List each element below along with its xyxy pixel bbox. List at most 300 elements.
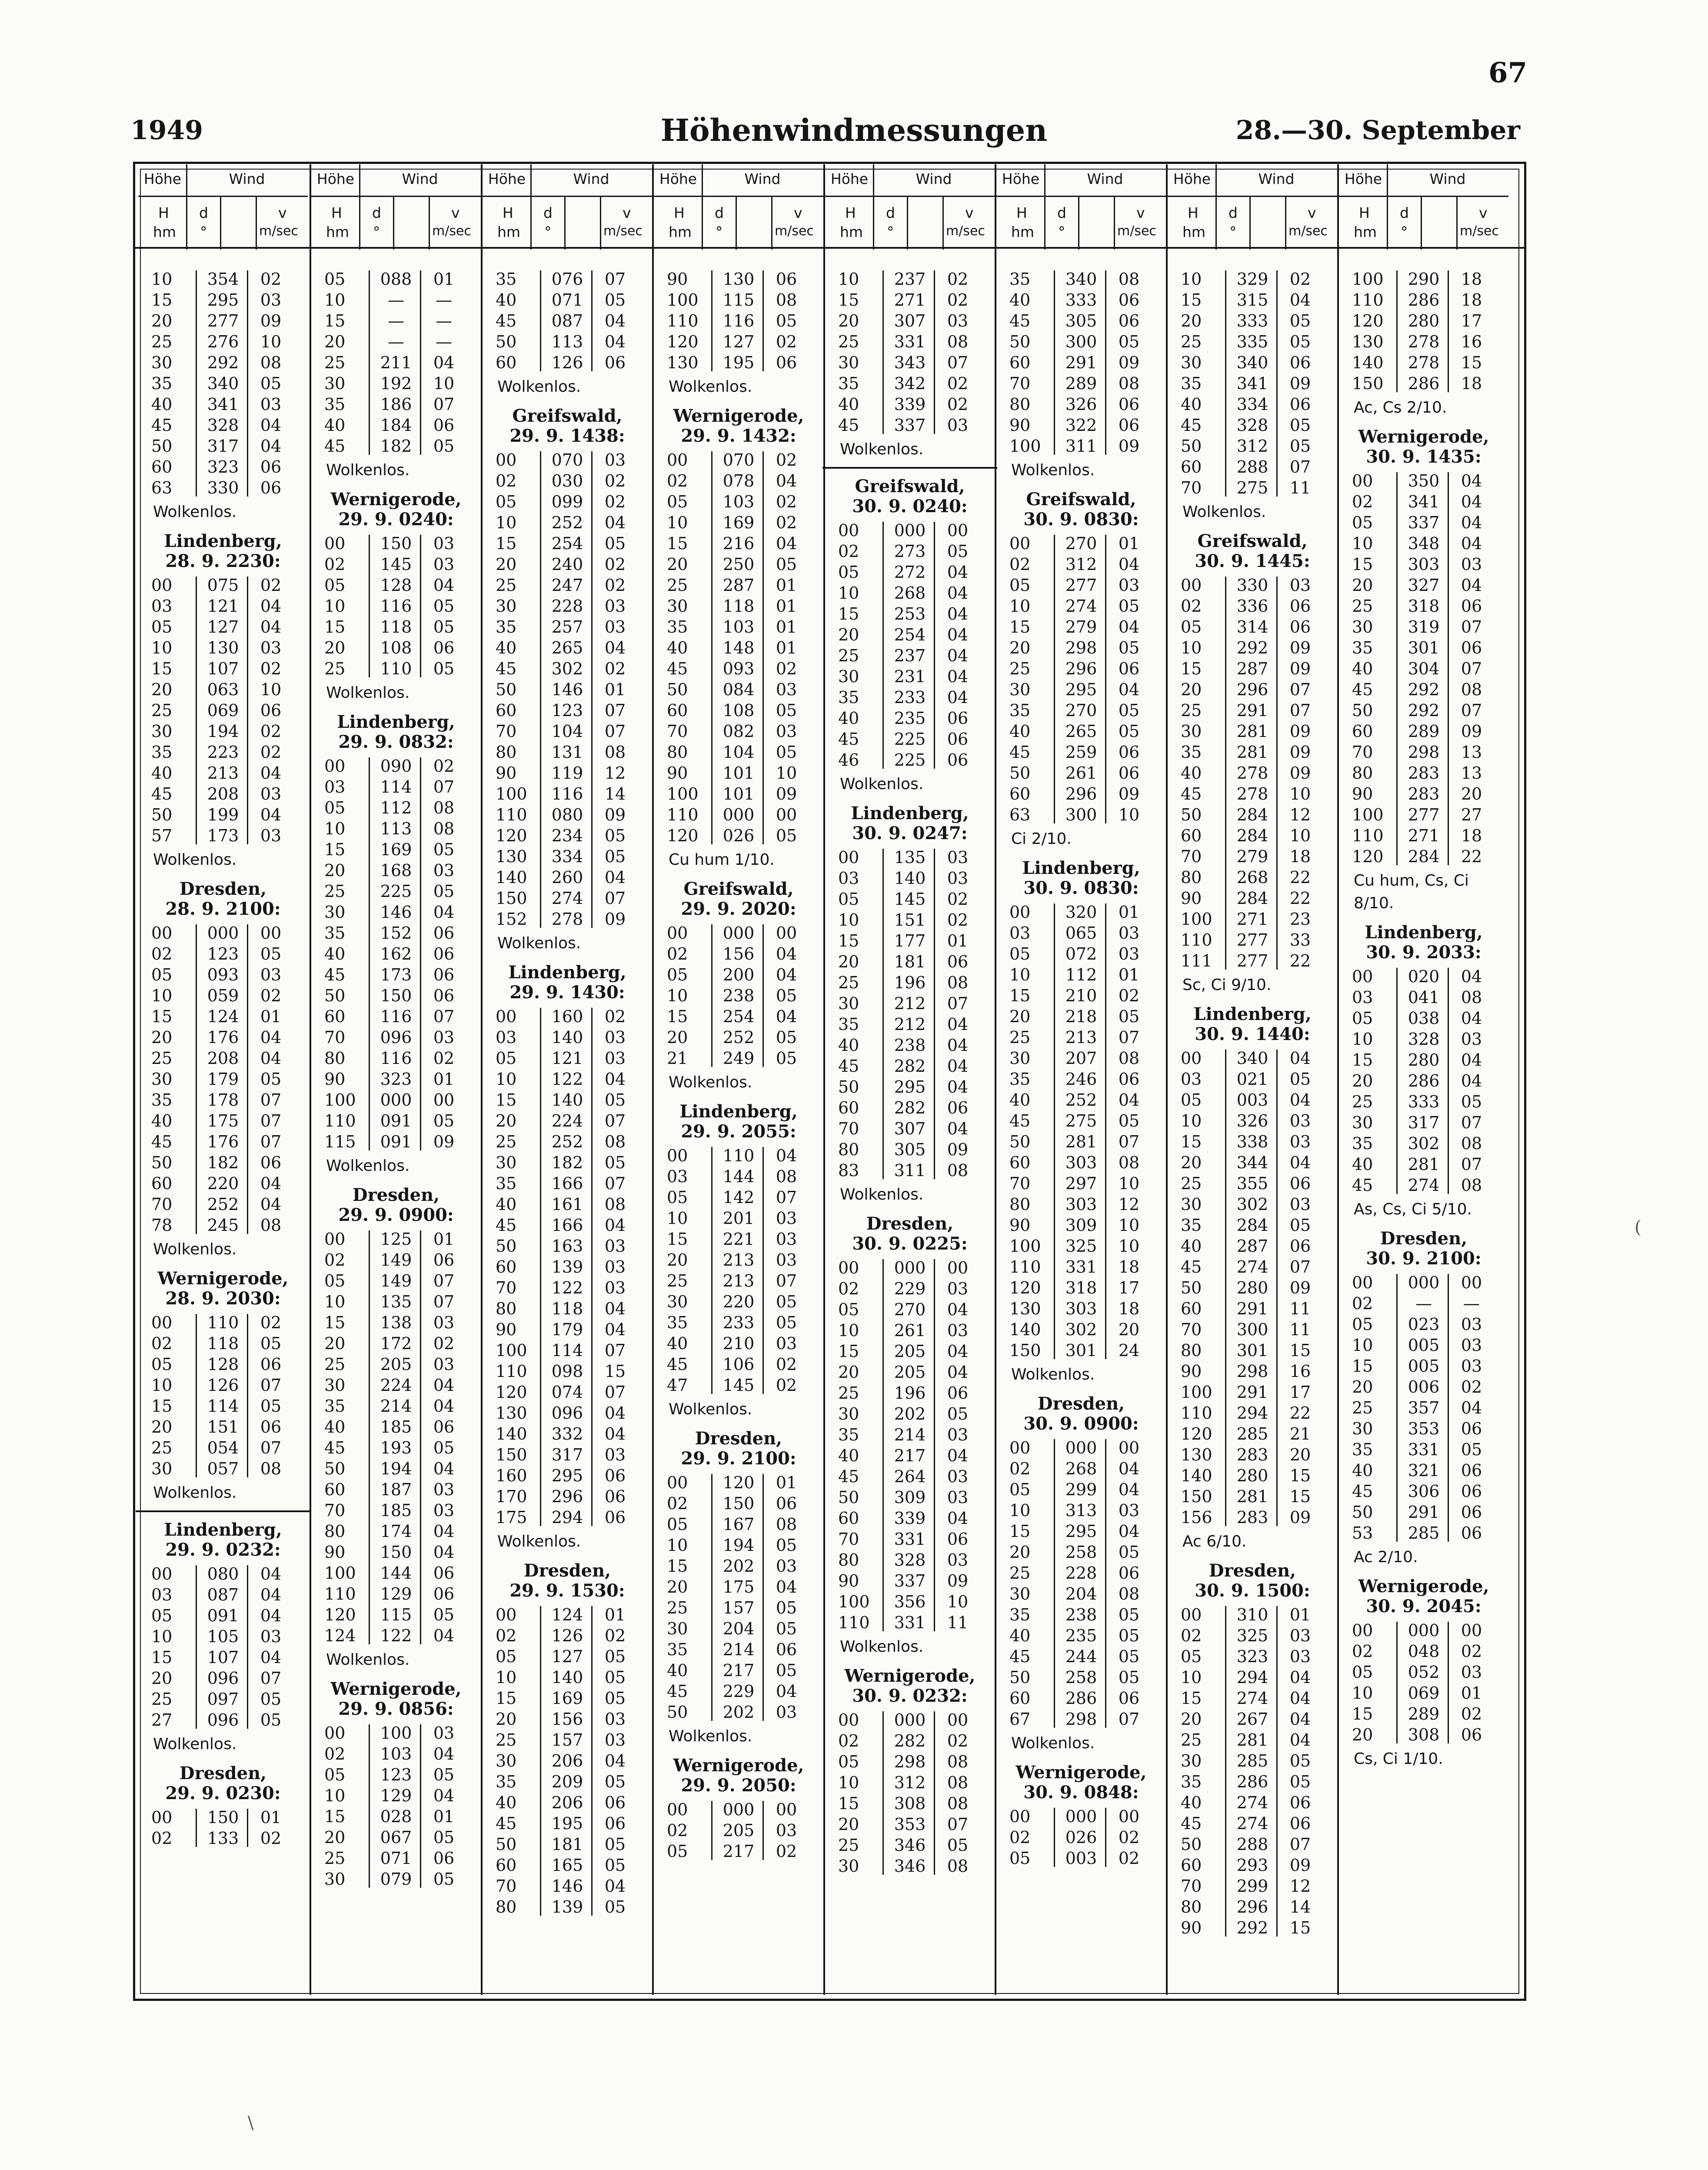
height-value: 00 bbox=[1009, 1807, 1031, 1826]
height-value: 20 bbox=[1181, 311, 1202, 330]
direction-value: 296 bbox=[1065, 784, 1097, 803]
measurement-list bbox=[311, 1723, 481, 1890]
height-value: 02 bbox=[324, 555, 346, 574]
speed-value: 06 bbox=[947, 750, 969, 770]
direction-value: 096 bbox=[207, 1710, 239, 1730]
direction-value: 304 bbox=[1408, 659, 1440, 678]
measurement-row bbox=[825, 1466, 995, 1487]
height-value: 20 bbox=[151, 680, 173, 699]
direction-value: 103 bbox=[380, 1744, 412, 1763]
height-value: 15 bbox=[324, 1807, 346, 1826]
measurement-row bbox=[825, 352, 995, 373]
speed-value: 06 bbox=[433, 965, 455, 984]
measurement-row bbox=[996, 1340, 1166, 1361]
speed-value: 03 bbox=[1118, 944, 1140, 963]
direction-value: 253 bbox=[894, 604, 926, 623]
station-name: Wernigerode, bbox=[1015, 1762, 1147, 1783]
height-value: 05 bbox=[838, 1752, 859, 1771]
direction-value: 290 bbox=[1408, 270, 1440, 289]
measurement-row bbox=[1168, 1771, 1337, 1792]
header-d: d bbox=[372, 204, 381, 221]
measurement-row bbox=[996, 1110, 1166, 1131]
station-time: 29. 9. 0900: bbox=[338, 1205, 454, 1225]
measurement-row bbox=[825, 708, 995, 729]
speed-value: 08 bbox=[1461, 988, 1482, 1007]
header-divider-line bbox=[530, 164, 532, 250]
height-value: 80 bbox=[838, 1550, 859, 1570]
station-name: Dresden, bbox=[352, 1185, 440, 1205]
header-wind: Wind bbox=[1258, 170, 1295, 187]
measurement-row bbox=[483, 512, 652, 533]
height-value: 140 bbox=[1352, 353, 1384, 372]
measurement-row bbox=[825, 1612, 995, 1633]
height-value: 40 bbox=[1352, 1461, 1373, 1480]
height-value: 70 bbox=[324, 1501, 346, 1520]
height-value: 10 bbox=[1009, 1501, 1031, 1520]
height-value: 05 bbox=[324, 270, 346, 289]
direction-value: 021 bbox=[1236, 1070, 1269, 1089]
height-value: 60 bbox=[667, 701, 688, 720]
speed-value: 03 bbox=[776, 1821, 797, 1840]
direction-value: 129 bbox=[380, 1786, 412, 1805]
height-value: 02 bbox=[1181, 1626, 1202, 1645]
measurement-row bbox=[1339, 846, 1508, 867]
speed-value: 05 bbox=[433, 840, 455, 859]
station-heading bbox=[138, 1269, 308, 1309]
height-value: 15 bbox=[1352, 1357, 1373, 1376]
measurement-row bbox=[996, 554, 1166, 575]
measurement-list bbox=[1339, 966, 1508, 1196]
height-value: 35 bbox=[1352, 1440, 1373, 1459]
height-value: 30 bbox=[1009, 1049, 1031, 1068]
measurement-row bbox=[825, 541, 995, 562]
direction-value: 144 bbox=[380, 1563, 412, 1583]
direction-value: 331 bbox=[1408, 1440, 1440, 1459]
height-value: 30 bbox=[838, 1404, 859, 1423]
speed-value: 07 bbox=[1289, 457, 1311, 477]
height-value: 80 bbox=[1009, 395, 1031, 414]
height-value: 60 bbox=[1009, 353, 1031, 372]
direction-value: 281 bbox=[1236, 1730, 1269, 1750]
measurement-row bbox=[996, 331, 1166, 352]
speed-value: 04 bbox=[604, 311, 626, 330]
header-year: 1949 bbox=[130, 115, 203, 146]
speed-value: 05 bbox=[604, 1090, 626, 1110]
direction-value: 135 bbox=[894, 848, 926, 867]
station-name: Greifswald, bbox=[1197, 531, 1308, 551]
speed-value: 05 bbox=[260, 1070, 282, 1089]
speed-value: 06 bbox=[604, 1793, 626, 1812]
cloud-note: Wolkenlos. bbox=[153, 1240, 237, 1258]
speed-value: 07 bbox=[260, 1090, 282, 1110]
direction-value: 279 bbox=[1236, 847, 1269, 866]
measurement-row bbox=[654, 943, 823, 964]
measurement-row bbox=[138, 1417, 308, 1437]
measurement-row bbox=[996, 290, 1166, 310]
direction-value: 163 bbox=[551, 1237, 583, 1256]
speed-value: 09 bbox=[604, 910, 626, 929]
speed-value: 04 bbox=[260, 1195, 282, 1214]
speed-value: 06 bbox=[433, 1417, 455, 1437]
station-block bbox=[1168, 531, 1337, 997]
height-value: 45 bbox=[151, 416, 173, 435]
measurement-row bbox=[483, 783, 652, 804]
measurement-row bbox=[1168, 783, 1337, 804]
measurement-row bbox=[483, 617, 652, 637]
height-value: 20 bbox=[1009, 1543, 1031, 1562]
direction-value: 307 bbox=[894, 311, 926, 330]
direction-value: 280 bbox=[1408, 311, 1440, 330]
speed-value: 04 bbox=[1461, 576, 1482, 595]
measurement-row bbox=[654, 1187, 823, 1208]
measurement-row bbox=[483, 888, 652, 909]
speed-value: 07 bbox=[1118, 1132, 1140, 1151]
direction-value: 097 bbox=[207, 1690, 239, 1709]
direction-value: 237 bbox=[894, 270, 926, 289]
height-value: 45 bbox=[496, 311, 517, 330]
measurement-row bbox=[1168, 1813, 1337, 1834]
speed-value: 01 bbox=[260, 1808, 282, 1827]
speed-value: 04 bbox=[604, 868, 626, 887]
direction-value: 272 bbox=[894, 563, 926, 582]
measurement-row bbox=[996, 415, 1166, 436]
height-value: 100 bbox=[496, 784, 527, 803]
measurement-row bbox=[654, 1535, 823, 1556]
speed-value: 10 bbox=[1118, 1237, 1140, 1256]
direction-value: 114 bbox=[551, 1341, 583, 1360]
height-value: 10 bbox=[1181, 1111, 1202, 1130]
height-value: 30 bbox=[324, 903, 346, 922]
speed-value: 04 bbox=[433, 353, 455, 372]
station-time: 30. 9. 0225: bbox=[852, 1233, 968, 1254]
speed-value: 22 bbox=[1289, 868, 1311, 887]
height-value: 50 bbox=[838, 1488, 859, 1507]
measurement-row bbox=[825, 1341, 995, 1362]
measurement-row bbox=[1168, 888, 1337, 909]
measurement-row bbox=[1168, 1646, 1337, 1667]
speed-value: 06 bbox=[260, 478, 282, 497]
direction-value: 090 bbox=[380, 757, 412, 776]
direction-value: 295 bbox=[894, 1077, 926, 1097]
header-rule bbox=[1168, 196, 1337, 197]
direction-value: 028 bbox=[380, 1807, 412, 1826]
speed-value: 00 bbox=[947, 1710, 969, 1730]
direction-value: 286 bbox=[1408, 290, 1440, 310]
direction-value: 268 bbox=[894, 583, 926, 603]
speed-value: 02 bbox=[1289, 270, 1311, 289]
direction-value: 295 bbox=[551, 1466, 583, 1485]
direction-value: 302 bbox=[1065, 1320, 1097, 1339]
station-block bbox=[138, 531, 308, 871]
speed-value: 06 bbox=[947, 709, 969, 728]
direction-value: 110 bbox=[380, 659, 412, 678]
measurement-row bbox=[311, 985, 481, 1006]
station-time: 30. 9. 1500: bbox=[1195, 1580, 1310, 1601]
measurement-row bbox=[1168, 1152, 1337, 1173]
height-value: 150 bbox=[1009, 1341, 1041, 1360]
direction-value: 124 bbox=[207, 1007, 239, 1026]
measurement-row bbox=[654, 742, 823, 763]
measurement-row bbox=[1168, 1173, 1337, 1194]
speed-value: 05 bbox=[1118, 332, 1140, 351]
speed-value: 06 bbox=[1289, 353, 1311, 372]
height-value: 80 bbox=[1181, 868, 1202, 887]
height-value: 40 bbox=[151, 763, 173, 783]
station-name: Greifswald, bbox=[683, 879, 794, 899]
speed-value: 03 bbox=[947, 1321, 969, 1340]
direction-value: 140 bbox=[551, 1090, 583, 1110]
direction-value: 221 bbox=[722, 1230, 755, 1249]
station-name: Wernigerode, bbox=[330, 489, 462, 510]
measurement-row bbox=[996, 1027, 1166, 1048]
direction-value: 196 bbox=[894, 973, 926, 992]
direction-value: 000 bbox=[1408, 1273, 1440, 1292]
direction-value: 295 bbox=[1065, 1522, 1097, 1541]
height-value: 20 bbox=[838, 1815, 859, 1834]
speed-value: 00 bbox=[776, 1800, 797, 1819]
height-value: 15 bbox=[838, 290, 859, 310]
direction-value: 140 bbox=[894, 869, 926, 888]
height-value: 120 bbox=[1181, 1424, 1212, 1443]
height-value: 05 bbox=[1009, 1849, 1031, 1868]
speed-value: 07 bbox=[604, 270, 626, 289]
measurement-list bbox=[996, 1806, 1166, 1869]
direction-value: 076 bbox=[551, 270, 583, 289]
header-d: d bbox=[1057, 204, 1066, 221]
speed-value: 08 bbox=[947, 332, 969, 351]
measurement-row bbox=[138, 721, 308, 742]
measurement-row bbox=[654, 1639, 823, 1660]
speed-value: 04 bbox=[947, 1509, 969, 1528]
direction-value: 000 bbox=[894, 1258, 926, 1277]
measurement-row bbox=[1168, 1709, 1337, 1730]
measurement-row bbox=[311, 394, 481, 415]
cloud-note: Wolkenlos. bbox=[153, 851, 237, 869]
direction-value: 261 bbox=[894, 1321, 926, 1340]
height-value: 25 bbox=[667, 576, 688, 595]
height-value: 45 bbox=[838, 416, 859, 435]
direction-value: 325 bbox=[1065, 1237, 1097, 1256]
height-value: 45 bbox=[151, 1132, 173, 1151]
station-name: Lindenberg, bbox=[1365, 922, 1483, 943]
station-heading bbox=[1339, 1229, 1508, 1269]
speed-value: 02 bbox=[260, 270, 282, 289]
direction-value: 247 bbox=[551, 576, 583, 595]
measurement-row bbox=[483, 1876, 652, 1897]
height-value: 05 bbox=[1009, 1480, 1031, 1499]
direction-value: 291 bbox=[1065, 353, 1097, 372]
header-ms: m/sec bbox=[1117, 223, 1156, 239]
table-column bbox=[138, 164, 308, 1995]
direction-value: 091 bbox=[380, 1132, 412, 1151]
direction-value: 300 bbox=[1065, 332, 1097, 351]
measurement-row bbox=[311, 1396, 481, 1417]
direction-value: 005 bbox=[1408, 1357, 1440, 1376]
direction-value: 213 bbox=[207, 763, 239, 783]
station-time: 30. 9. 0247: bbox=[852, 823, 968, 843]
measurement-row bbox=[1339, 1683, 1508, 1703]
height-value: 02 bbox=[496, 471, 517, 490]
speed-value: 03 bbox=[1118, 576, 1140, 595]
measurement-row bbox=[138, 415, 308, 436]
speed-value: 04 bbox=[260, 597, 282, 616]
direction-value: 052 bbox=[1408, 1663, 1440, 1682]
height-value: 35 bbox=[1181, 1772, 1202, 1791]
measurement-row bbox=[654, 1799, 823, 1820]
measurement-row bbox=[138, 825, 308, 846]
direction-value: 311 bbox=[1065, 437, 1097, 456]
speed-value: 04 bbox=[260, 1028, 282, 1047]
measurement-row bbox=[825, 847, 995, 868]
measurement-row bbox=[1168, 1667, 1337, 1688]
speed-value: 07 bbox=[1118, 1710, 1140, 1729]
height-value: 05 bbox=[1352, 1315, 1373, 1334]
direction-value: 118 bbox=[380, 617, 412, 637]
measurement-row bbox=[138, 1584, 308, 1605]
direction-value: 277 bbox=[1408, 805, 1440, 824]
speed-value: 04 bbox=[433, 1459, 455, 1478]
height-value: 25 bbox=[496, 576, 517, 595]
measurement-row bbox=[1168, 700, 1337, 721]
height-value: 30 bbox=[1181, 1751, 1202, 1770]
header-date-range: 28.—30. September bbox=[1235, 115, 1520, 146]
height-value: 00 bbox=[496, 1605, 517, 1624]
station-heading bbox=[311, 1679, 481, 1719]
speed-value: 07 bbox=[604, 1174, 626, 1193]
speed-value: 03 bbox=[776, 1230, 797, 1249]
height-value: 21 bbox=[667, 1049, 688, 1068]
height-value: 124 bbox=[324, 1626, 356, 1645]
measurement-row bbox=[825, 331, 995, 352]
header-wind: Wind bbox=[573, 170, 609, 187]
direction-value: 252 bbox=[551, 513, 583, 532]
speed-value: 06 bbox=[604, 1487, 626, 1506]
direction-value: 282 bbox=[894, 1098, 926, 1117]
measurement-row bbox=[138, 1354, 308, 1375]
speed-value: 20 bbox=[1289, 1445, 1311, 1464]
measurement-row bbox=[483, 1667, 652, 1688]
measurement-row bbox=[138, 352, 308, 373]
section-rule bbox=[136, 1510, 310, 1512]
direction-value: 184 bbox=[380, 416, 412, 435]
station-heading bbox=[654, 879, 823, 919]
cloud-note: Wolkenlos. bbox=[669, 1400, 752, 1418]
measurement-row bbox=[138, 1110, 308, 1131]
header-divider-line bbox=[359, 164, 360, 250]
direction-value: 299 bbox=[1065, 1480, 1097, 1499]
header-hoehe: Höhe bbox=[1344, 170, 1382, 187]
speed-value: 07 bbox=[776, 1188, 797, 1207]
measurement-row bbox=[654, 512, 823, 533]
header-rule bbox=[996, 196, 1166, 197]
station-name: Wernigerode, bbox=[157, 1268, 289, 1289]
page-number: 67 bbox=[1488, 57, 1527, 89]
direction-value: 080 bbox=[551, 805, 583, 824]
direction-value: 286 bbox=[1408, 1071, 1440, 1090]
speed-value: 03 bbox=[1461, 1315, 1482, 1334]
height-value: 110 bbox=[496, 1362, 527, 1381]
speed-value: 04 bbox=[1461, 1071, 1482, 1090]
measurement-row bbox=[138, 1090, 308, 1110]
station-time: 29. 9. 0240: bbox=[338, 509, 454, 530]
speed-value: 05 bbox=[433, 1828, 455, 1847]
direction-value: 217 bbox=[894, 1446, 926, 1465]
direction-value: 125 bbox=[380, 1230, 412, 1249]
station-heading bbox=[1168, 531, 1337, 571]
speed-value: 03 bbox=[1289, 1626, 1311, 1645]
height-value: 100 bbox=[1352, 270, 1384, 289]
height-value: 30 bbox=[496, 1153, 517, 1172]
direction-value: 341 bbox=[207, 395, 239, 414]
height-value: 30 bbox=[1352, 1419, 1373, 1438]
measurement-row bbox=[996, 1479, 1166, 1500]
height-value: 20 bbox=[151, 1028, 173, 1047]
station-name: Lindenberg, bbox=[1193, 1004, 1312, 1024]
direction-value: 312 bbox=[1236, 437, 1269, 456]
measurement-row bbox=[1168, 1423, 1337, 1444]
speed-value: 05 bbox=[1118, 722, 1140, 741]
height-value: 15 bbox=[838, 931, 859, 950]
direction-value: 166 bbox=[551, 1216, 583, 1235]
measurement-row bbox=[1339, 783, 1508, 804]
height-value: 90 bbox=[1181, 1362, 1202, 1381]
height-value: 15 bbox=[667, 1007, 688, 1026]
speed-value: 05 bbox=[1461, 1440, 1482, 1459]
direction-value: 128 bbox=[380, 576, 412, 595]
direction-value: 314 bbox=[1236, 617, 1269, 637]
direction-value: 205 bbox=[380, 1355, 412, 1374]
measurement-row bbox=[825, 1118, 995, 1139]
measurement-row bbox=[654, 964, 823, 985]
direction-value: 277 bbox=[1236, 951, 1269, 970]
height-value: 00 bbox=[1352, 471, 1373, 490]
speed-value: 04 bbox=[433, 903, 455, 922]
direction-value: 139 bbox=[551, 1257, 583, 1277]
height-value: 50 bbox=[496, 680, 517, 699]
height-value: 20 bbox=[151, 1417, 173, 1437]
speed-value: 04 bbox=[947, 1036, 969, 1055]
header-hm: hm bbox=[840, 223, 863, 240]
height-value: 80 bbox=[496, 1299, 517, 1318]
height-value: 110 bbox=[496, 805, 527, 824]
direction-value: 294 bbox=[1236, 1403, 1269, 1423]
direction-value: 168 bbox=[380, 861, 412, 880]
measurement-row bbox=[483, 721, 652, 742]
direction-value: 298 bbox=[1236, 1362, 1269, 1381]
speed-value: 03 bbox=[1461, 1357, 1482, 1376]
direction-value: 113 bbox=[551, 332, 583, 351]
header-divider-line bbox=[256, 196, 257, 250]
station-heading bbox=[825, 1214, 995, 1254]
direction-value: 285 bbox=[1236, 1424, 1269, 1443]
direction-value: 149 bbox=[380, 1271, 412, 1290]
direction-value: 087 bbox=[551, 311, 583, 330]
station-name: Lindenberg, bbox=[1022, 858, 1140, 878]
height-value: 05 bbox=[324, 798, 346, 817]
measurement-row bbox=[1168, 1604, 1337, 1625]
height-value: 100 bbox=[667, 290, 699, 310]
height-value: 110 bbox=[1352, 826, 1384, 845]
speed-value: 10 bbox=[260, 680, 282, 699]
height-value: 15 bbox=[324, 840, 346, 859]
direction-value: 108 bbox=[380, 638, 412, 657]
speed-value: 07 bbox=[947, 353, 969, 372]
cloud-note: Wolkenlos. bbox=[326, 1651, 410, 1669]
speed-value: 06 bbox=[1461, 1523, 1482, 1543]
direction-value: 317 bbox=[207, 437, 239, 456]
height-value: 40 bbox=[1352, 1155, 1373, 1174]
direction-value: 302 bbox=[1236, 1195, 1269, 1214]
